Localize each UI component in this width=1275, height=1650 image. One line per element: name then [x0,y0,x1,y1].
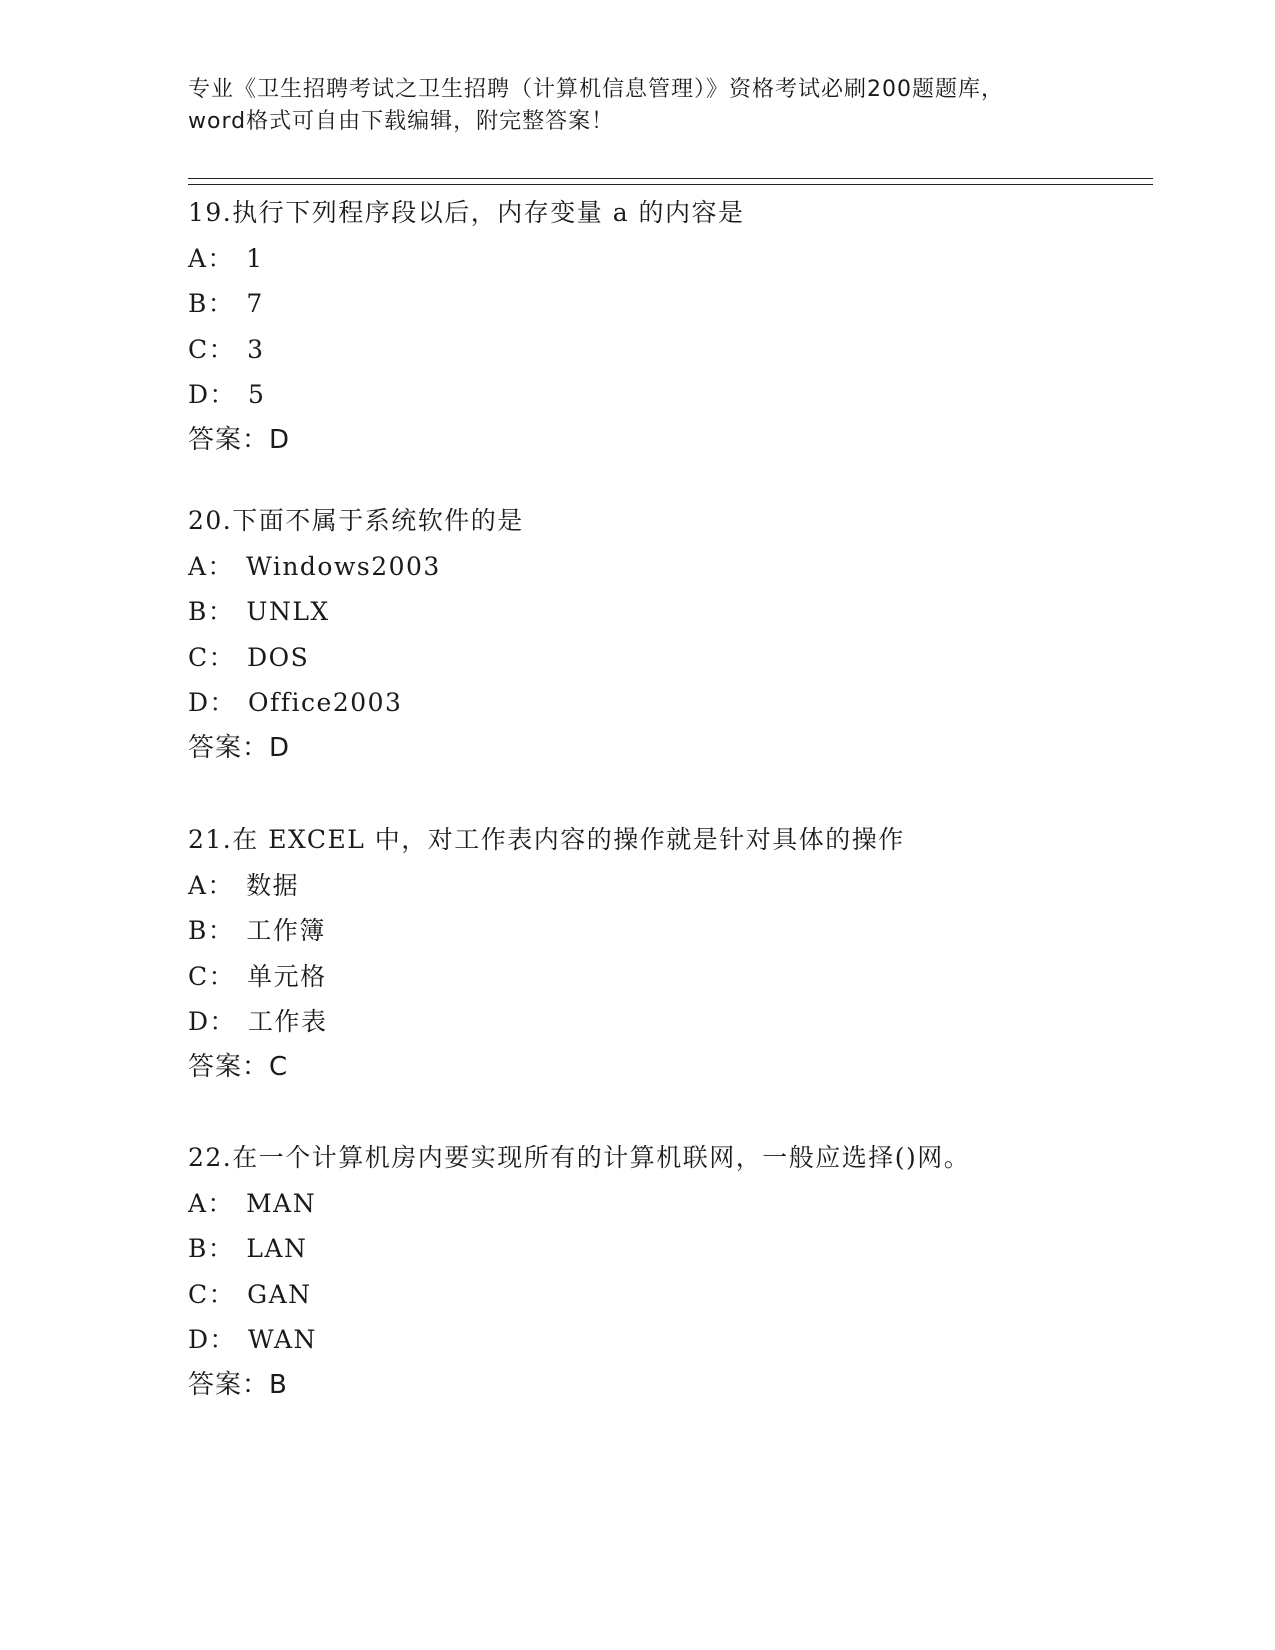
option-text: 工作簿 [246,916,326,945]
header-title-line-2: word格式可自由下载编辑，附完整答案！ [188,109,615,134]
option-d [188,999,1168,1045]
option-d [188,1317,1168,1363]
option-d [188,372,1168,418]
option-text: MAN [246,1188,317,1218]
option-letter: C： [188,961,236,991]
document-header [188,74,1088,138]
option-text: 5 [248,380,266,409]
answer-line: 答案：C [188,1051,289,1082]
option-letter: B： [188,597,235,626]
option-text: 3 [247,334,265,364]
option-letter: B： [188,1234,235,1263]
header-divider-top [188,178,1153,179]
option-a [188,1181,1168,1227]
option-letter: C： [188,1279,236,1309]
question-stem: 20.下面不属于系统软件的是 [188,506,524,535]
header-title-line-1: 专业《卫生招聘考试之卫生招聘（计算机信息管理）》资格考试必刷200题题库， [188,77,1004,102]
header-divider-bottom [188,184,1153,185]
question-block [188,190,1168,463]
option-letter: B： [188,289,235,318]
option-letter: D： [188,1007,237,1036]
option-letter: D： [188,380,237,409]
option-a [188,544,1168,590]
option-text: LAN [246,1234,308,1263]
option-text: 7 [246,289,264,318]
option-letter: A： [188,243,235,273]
answer-line: 答案：D [188,424,291,455]
answer-line: 答案：B [188,1369,288,1400]
option-text: 单元格 [247,961,327,991]
option-letter: A： [188,870,235,900]
option-letter: C： [188,642,236,672]
option-text: Windows2003 [246,551,441,581]
option-text: DOS [247,642,310,672]
option-text: 工作表 [248,1007,328,1036]
option-letter: D： [188,688,237,717]
question-stem: 19.执行下列程序段以后，内存变量 a 的内容是 [188,198,745,227]
option-text: 数据 [246,870,300,900]
option-c [188,954,1168,1000]
option-text: Office2003 [248,688,403,717]
question-stem: 22.在一个计算机房内要实现所有的计算机联网，一般应选择()网。 [188,1143,971,1172]
option-letter: B： [188,916,235,945]
option-text: UNLX [246,597,330,626]
question-block [188,817,1168,1090]
option-d [188,680,1168,726]
option-b [188,1226,1168,1272]
option-b [188,908,1168,954]
option-c [188,635,1168,681]
option-a [188,236,1168,282]
option-letter: C： [188,334,236,364]
option-letter: A： [188,1188,235,1218]
question-stem: 21.在 EXCEL 中，对工作表内容的操作就是针对具体的操作 [188,825,905,854]
answer-line: 答案：D [188,732,291,763]
option-text: 1 [246,243,264,273]
question-block [188,498,1168,771]
option-letter: D： [188,1325,237,1354]
option-text: WAN [248,1325,317,1354]
option-a [188,863,1168,909]
option-letter: A： [188,551,235,581]
option-text: GAN [247,1279,312,1309]
question-block [188,1135,1168,1408]
option-b [188,589,1168,635]
option-c [188,1272,1168,1318]
option-b [188,281,1168,327]
option-c [188,327,1168,373]
